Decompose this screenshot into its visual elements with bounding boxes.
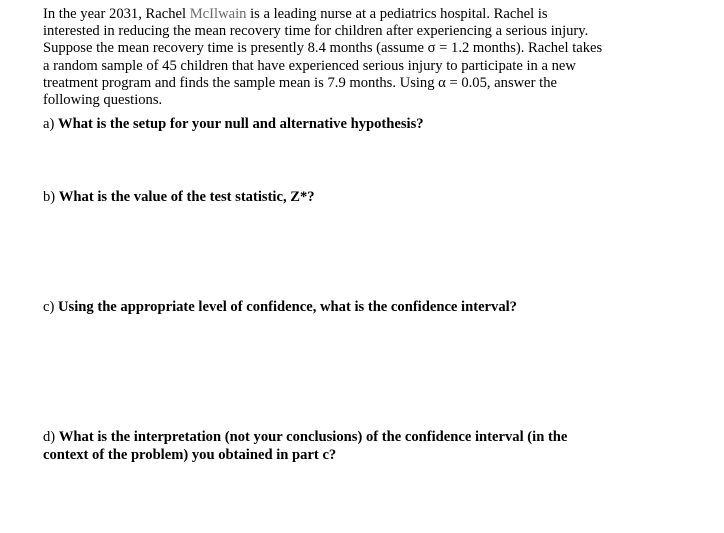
- question-d: [43, 429, 567, 464]
- question-b-text: What is the value of the test statistic, Z*?: [58, 189, 315, 205]
- intro-line-5: treatment program and finds the sample mean is 7.9 months. Using α = 0.05, answer the: [43, 74, 557, 91]
- question-d-letter: d): [43, 429, 59, 445]
- question-d-text-line-1: What is the interpretation (not your conclusions) of the confidence interval (in the: [58, 429, 568, 445]
- intro-line-2: interested in reducing the mean recovery time for children after experiencing a serious injury.: [43, 23, 589, 40]
- question-a-text: What is the setup for your null and alternative hypothesis?: [58, 116, 424, 132]
- question-a-letter: a): [43, 116, 58, 132]
- intro-line-1-start: In the year 2031, Rachel: [43, 6, 190, 22]
- intro-line-6: following questions.: [43, 92, 163, 109]
- answer-space-d[interactable]: [43, 468, 683, 528]
- question-b-letter: b): [43, 189, 59, 205]
- highlighted-name: McIlwain: [189, 6, 247, 22]
- answer-space-b[interactable]: [43, 208, 683, 294]
- intro-line-3: Suppose the mean recovery time is presently 8.4 months (assume σ = 1.2 months). Rachel takes: [43, 40, 603, 57]
- question-b: [43, 189, 315, 207]
- question-c: [43, 299, 517, 317]
- problem-document: [43, 6, 683, 109]
- question-d-text-line-2: context of the problem) you obtained in part c?: [43, 446, 337, 463]
- question-c-letter: c): [43, 299, 58, 315]
- answer-space-a[interactable]: [43, 135, 683, 185]
- intro-line-4: a random sample of 45 children that have experienced serious injury to participate in a new: [43, 57, 576, 74]
- question-c-text: Using the appropriate level of confidence, what is the confidence interval?: [58, 299, 517, 315]
- intro-line-1: [43, 6, 683, 23]
- question-a: [43, 116, 424, 134]
- answer-space-c[interactable]: [43, 318, 683, 424]
- intro-line-1-end: is a leading nurse at a pediatrics hospital. Rachel is: [246, 6, 548, 22]
- problem-intro: [43, 6, 683, 109]
